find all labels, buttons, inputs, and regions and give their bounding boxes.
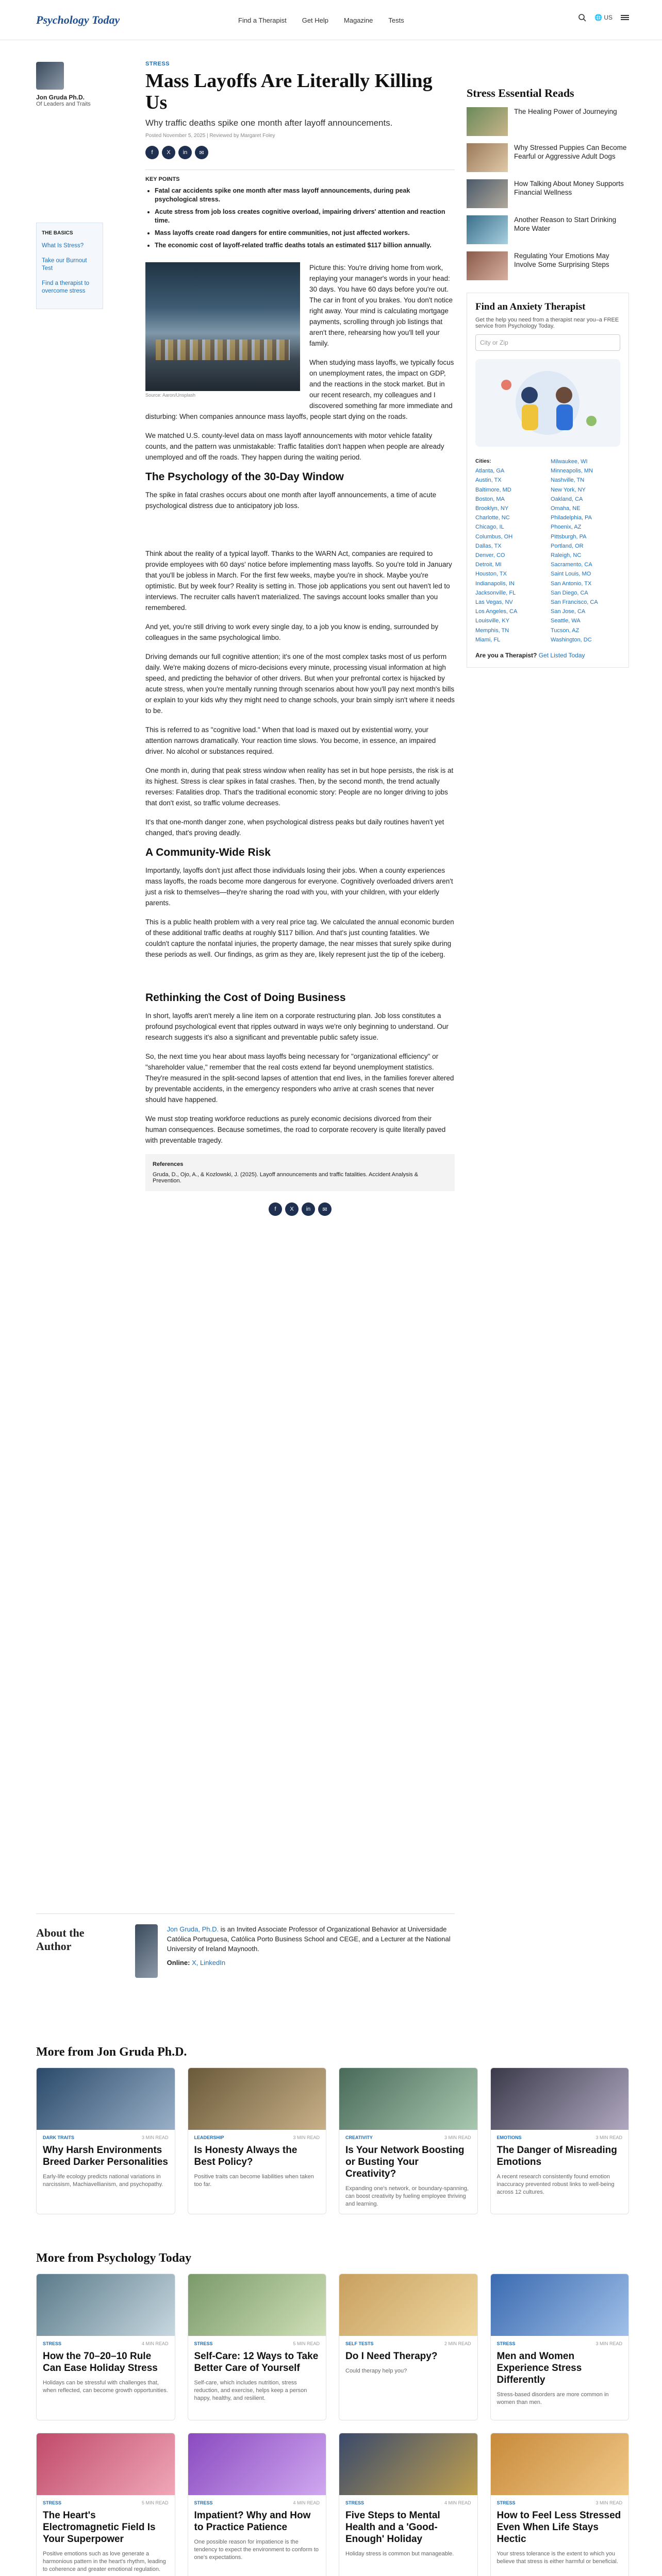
city-link[interactable]: Saint Louis, MO [551, 571, 591, 578]
card-tag[interactable]: STRESS [194, 2341, 213, 2346]
card-tag[interactable]: STRESS [43, 2341, 62, 2346]
card-tag[interactable]: STRESS [43, 2500, 62, 2505]
card-desc: Expanding one's network, or boundary-spanning, can boost creativity by fueling employee thriving and learning. [345, 2185, 469, 2207]
thumbnail [467, 179, 508, 208]
more-author-title: More from Jon Gruda Ph.D. [36, 2045, 187, 2059]
essential-read-item[interactable] [467, 215, 629, 244]
card-desc: Your stress tolerance is the extent to which you believe that stress is either harmful or beneficial. [496, 2551, 618, 2565]
city-link[interactable]: Phoenix, AZ [551, 524, 582, 531]
article-card[interactable] [188, 2274, 327, 2420]
x-icon[interactable]: X [285, 1202, 299, 1216]
paragraph: This is a public health problem with a very real price tag. We calculated the annual economic burden of these additional traffic deaths at roughly $117 billion. And that's just counting fatalities. We couldn't capture the nonfatal injuries, the property damage, the near misses that surely spike during these periods as well. Our findings, as grim as they are, likely represent just the tip of the iceberg. [145, 918, 454, 958]
card-image [491, 2433, 629, 2495]
article-card[interactable] [188, 2067, 327, 2214]
therapist-cta [475, 652, 620, 659]
card-tag[interactable]: STRESS [496, 2500, 516, 2505]
card-row [36, 2274, 629, 2420]
city-link[interactable]: Louisville, KY [475, 618, 510, 624]
city-link[interactable]: Columbus, OH [475, 533, 513, 540]
card-desc: Could therapy help you? [345, 2368, 407, 2374]
finder-title: Find an Anxiety Therapist [475, 301, 586, 312]
city-link[interactable]: San Jose, CA [551, 608, 586, 615]
key-points-title: KEY POINTS [145, 176, 180, 182]
finder-illustration [475, 359, 620, 447]
section-heading: The Psychology of the 30-Day Window [145, 471, 344, 483]
city-link[interactable]: Nashville, TN [551, 477, 585, 484]
card-read-time: 4 MIN READ [141, 2341, 169, 2346]
about-author [36, 1913, 455, 1978]
nav-find-therapist[interactable]: Find a Therapist [238, 16, 287, 24]
references-title: References [153, 1161, 184, 1167]
card-desc: Holiday stress is common but manageable. [345, 2551, 454, 2557]
city-link[interactable]: Milwaukee, WI [551, 459, 588, 465]
traffic-photo [145, 262, 300, 391]
card-read-time: 5 MIN READ [141, 2500, 169, 2505]
essential-read-title: Why Stressed Puppies Can Become Fearful or Aggressive Adult Dogs [514, 144, 627, 160]
paragraph: We matched U.S. county-level data on mass layoff announcements with motor vehicle fatality counts, and the pattern was unmistakable: Traffic fatalities don't happen when people are already unemployed and off the roads. They happen during the waiting period. [145, 432, 444, 461]
about-text [167, 1924, 455, 1978]
paragraph: Importantly, layoffs don't just affect those individuals losing their jobs. When a county experiences mass layoffs, the roads become more dangerous for everyone. Cognitively overloaded drivers aren't just a risk to themselves—they're sharing the road with you, with your children, with your elderly parents. [145, 867, 453, 907]
about-name[interactable]: Jon Gruda, Ph.D. [167, 1925, 219, 1933]
city-link[interactable]: Boston, MA [475, 496, 505, 502]
ad-spacer [145, 968, 455, 989]
essential-read-title: Another Reason to Start Drinking More Water [514, 216, 617, 232]
paragraph: We must stop treating workforce reductions as purely economic decisions divorced from their human consequences. Because sometimes, the road to corporate recovery is quite literally paved with preventable tragedy. [145, 1115, 446, 1144]
key-point: • Acute stress from job loss creates cognitive overload, impairing drivers' attention and reaction time. [155, 208, 455, 225]
card-tag[interactable]: STRESS [194, 2500, 213, 2505]
thumbnail [467, 143, 508, 172]
city-link[interactable]: Jacksonville, FL [475, 589, 516, 596]
article-card[interactable] [36, 2274, 175, 2420]
city-link[interactable]: Tucson, AZ [551, 627, 580, 634]
nav-magazine[interactable]: Magazine [344, 16, 373, 24]
card-image [188, 2068, 326, 2130]
card-title[interactable]: The Danger of Misreading Emotions [496, 2145, 617, 2167]
facebook-icon[interactable]: f [269, 1202, 282, 1216]
card-tag[interactable]: DARK TRAITS [43, 2135, 74, 2140]
city-link[interactable]: Atlanta, GA [475, 468, 505, 474]
paragraph: And yet, you're still driving to work every single day, to a job you know is ending, surrounded by colleagues in the same psychological limbo. [145, 623, 439, 641]
figure-caption: Source: Aaron/Unsplash [145, 393, 196, 398]
facebook-icon[interactable]: f [145, 146, 159, 159]
card-read-time: 3 MIN READ [141, 2135, 169, 2140]
essential-read-item[interactable] [467, 143, 629, 172]
city-link[interactable]: Oakland, CA [551, 496, 583, 502]
zip-input[interactable]: City or Zip [475, 334, 620, 351]
article-card[interactable] [490, 2067, 630, 2214]
card-desc: Early-life ecology predicts national variations in narcissism, Machiavellianism, and psychopathy. [43, 2174, 163, 2188]
city-link[interactable]: Chicago, IL [475, 524, 504, 531]
card-image [188, 2274, 326, 2336]
city-link[interactable]: Washington, DC [551, 636, 592, 643]
article-card[interactable] [339, 2433, 478, 2576]
article-meta: Posted November 5, 2025 | Reviewed by Margaret Foley [145, 133, 275, 139]
card-image [491, 2274, 629, 2336]
basics-link[interactable]: What Is Stress? [42, 243, 84, 249]
online-links[interactable]: X, LinkedIn [192, 1959, 226, 1967]
online-label: Online: [167, 1959, 190, 1967]
key-point: • The economic cost of layoff-related traffic deaths totals an estimated $117 billion annually. [155, 241, 455, 250]
paragraph: It's that one-month danger zone, when psychological distress peaks but daily routines haven't yet changed, that's proving deadly. [145, 818, 444, 837]
card-desc: A recent research consistently found emotion inaccuracy prevented robust links to well-being across 12 cultures. [496, 2174, 615, 2195]
ad-spacer [145, 519, 455, 548]
paragraph: When studying mass layoffs, we typically focus on unemployment rates, the impact on GDP, and the reactions in the stock market. But in our recent research, my colleagues and I discovered something far more immediate and disturbing: When companies announce mass layoffs, people start dying on the roads. [145, 359, 454, 420]
basics-link[interactable]: Take our Burnout Test [42, 258, 87, 272]
paragraph: One month in, during that peak stress window when reality has set in but hope persists, the risk is at its highest. Stress is clear spikes in fatal crashes. Then, by the second month, the trend actually reverses: Fatalities drop. That's the traditional economic story: People are no longer driving to jobs that don't exist, so traffic volume decreases. [145, 767, 454, 807]
card-read-time: 2 MIN READ [444, 2341, 471, 2346]
city-link[interactable]: New York, NY [551, 486, 586, 493]
finder-desc: Get the help you need from a therapist near you–a FREE service from Psychology Today. [475, 317, 619, 329]
article-card[interactable] [188, 2433, 327, 2576]
city-link[interactable]: Los Angeles, CA [475, 608, 518, 615]
essential-read-title: The Healing Power of Journeying [514, 108, 617, 115]
card-read-time: 4 MIN READ [293, 2500, 320, 2505]
nav-tests[interactable]: Tests [388, 16, 404, 24]
cities-title: Cities: [475, 459, 491, 464]
key-point: • Fatal car accidents spike one month after mass layoff announcements, during peak psychological stress. [155, 187, 455, 204]
right-rail [467, 87, 629, 668]
city-link[interactable]: Seattle, WA [551, 618, 581, 624]
search-icon[interactable] [578, 13, 586, 22]
article-card[interactable] [36, 2433, 175, 2576]
menu-icon[interactable] [621, 13, 629, 22]
card-title[interactable]: Why Harsh Environments Breed Darker Personalities [43, 2145, 168, 2167]
card-desc: Positive emotions such as love generate a harmonious pattern in the heart's rhythm, leading to coherence and greater emotional regulation. [43, 2551, 166, 2572]
card-desc: One possible reason for impatience is the tendency to expect the environment to conform to one's expectations. [194, 2539, 319, 2561]
essential-read-item[interactable] [467, 107, 629, 136]
essential-read-item[interactable] [467, 179, 629, 208]
paragraph: Picture this: You're driving home from work, replaying your manager's words in your head: 30 days. You have 60 days before you're out. The car in front of you brakes. You don't notice right away. Your mind is calculating mortgage payments, scrolling through job listings that aren't there, rehearsing how you'll tell your family. [309, 264, 453, 347]
card-desc: Stress-based disorders are more common in women than men. [496, 2392, 609, 2405]
article-card[interactable] [490, 2433, 630, 2576]
reference-text: Gruda, D., Ojo, A., & Kozlowski, J. (2025). Layoff announcements and traffic fatalities. Accident Analysis & Prevention. [153, 1172, 419, 1184]
key-point: • Mass layoffs create road dangers for entire communities, not just affected workers. [155, 229, 455, 238]
card-read-time: 3 MIN READ [595, 2135, 622, 2140]
card-image [37, 2433, 175, 2495]
card-row [36, 2067, 629, 2214]
essential-read-item[interactable] [467, 251, 629, 280]
paragraph: In short, layoffs aren't merely a line item on a corporate restructuring plan. Job loss constitutes a profound psychological event that ripples outward in ways we're only beginning to understand. Our research suggests it's also a significant and preventable public safety issue. [145, 1012, 449, 1041]
card-title[interactable]: Is Honesty Always the Best Policy? [194, 2145, 297, 2167]
get-listed-link[interactable]: Get Listed Today [538, 652, 585, 659]
card-tag[interactable]: LEADERSHIP [194, 2135, 224, 2140]
card-desc: Self-care, which includes nutrition, stress reduction, and exercise, helps keep a person happy, healthy, and resilient. [194, 2380, 307, 2401]
email-icon[interactable]: ✉ [318, 1202, 332, 1216]
paragraph: This is referred to as "cognitive load." When that load is maxed out by existential worry, your attention narrows dramatically. Your reaction time slows. You become, in essence, an impaired driver. No alcohol or substances required. [145, 726, 436, 755]
city-link[interactable]: Omaha, NE [551, 505, 581, 512]
article-subtitle: Why traffic deaths spike one month after layoff announcements. [145, 118, 393, 128]
card-tag[interactable]: CREATIVITY [345, 2135, 373, 2140]
card-read-time: 4 MIN READ [444, 2500, 471, 2505]
essential-reads-title: Stress Essential Reads [467, 87, 574, 99]
city-link[interactable]: Pittsburgh, PA [551, 533, 587, 540]
email-icon[interactable]: ✉ [195, 146, 208, 159]
linkedin-icon[interactable]: in [178, 146, 192, 159]
essential-read-title: Regulating Your Emotions May Involve Some Surprising Steps [514, 252, 609, 268]
card-image [491, 2068, 629, 2130]
more-from-pt [36, 2251, 629, 2576]
x-icon[interactable]: X [162, 146, 175, 159]
card-read-time: 3 MIN READ [595, 2341, 622, 2346]
city-link[interactable]: Dallas, TX [475, 543, 502, 549]
key-points [145, 170, 455, 250]
city-link[interactable]: Las Vegas, NV [475, 599, 513, 606]
paragraph: The spike in fatal crashes occurs about one month after layoff announcements, a time of acute psychological distress due to anticipatory job loss. [145, 491, 437, 510]
city-link[interactable]: Charlotte, NC [475, 515, 510, 521]
card-tag[interactable]: STRESS [496, 2341, 516, 2346]
main-nav [238, 0, 404, 40]
article-card[interactable] [490, 2274, 630, 2420]
thumbnail [467, 107, 508, 136]
card-tag[interactable]: EMOTIONS [496, 2135, 522, 2140]
about-avatar[interactable] [135, 1924, 158, 1978]
city-link[interactable]: San Diego, CA [551, 589, 588, 596]
card-tag[interactable]: SELF TESTS [345, 2341, 374, 2346]
linkedin-icon[interactable]: in [302, 1202, 315, 1216]
city-link[interactable]: San Francisco, CA [551, 599, 598, 606]
card-title[interactable]: How to Feel Less Stressed Even When Life Stays Hectic [496, 2510, 621, 2545]
article-card[interactable] [339, 2067, 478, 2214]
card-desc: Holidays can be stressful with challenges that, when reflected, can become growth opportunities. [43, 2380, 168, 2394]
card-title[interactable]: The Heart's Electromagnetic Field Is Your Superpower [43, 2510, 156, 2545]
card-title[interactable]: Impatient? Why and How to Practice Patience [194, 2510, 311, 2533]
city-link[interactable]: Detroit, MI [475, 562, 502, 568]
references [145, 1154, 455, 1191]
city-link[interactable]: Indianapolis, IN [475, 580, 515, 587]
card-title[interactable]: Do I Need Therapy? [345, 2351, 438, 2362]
city-link[interactable]: Houston, TX [475, 571, 507, 578]
city-link[interactable]: Raleigh, NC [551, 552, 582, 559]
paragraph: Driving demands our full cognitive attention; it's one of the most complex tasks most of us perform daily. We're making dozens of micro-decisions every minute, processing visual information at high speed, and predicting the behavior of other drivers. But when your prefrontal cortex is hijacked by acute stress, when you're mentally running through scenarios about how you'll pay next month's bills or explain to your kids why they might need to change schools, your brain simply isn't where it needs to be. [145, 653, 455, 715]
card-row [36, 2433, 629, 2576]
card-read-time: 3 MIN READ [444, 2135, 471, 2140]
card-title[interactable]: How the 70–20–10 Rule Can Ease Holiday Stress [43, 2351, 158, 2374]
article-card[interactable] [36, 2067, 175, 2214]
card-title[interactable]: Self-Care: 12 Ways to Take Better Care of Yourself [194, 2351, 319, 2374]
card-image [339, 2433, 477, 2495]
city-link[interactable]: Sacramento, CA [551, 562, 592, 568]
thumbnail [467, 215, 508, 244]
card-title[interactable]: Men and Women Experience Stress Differently [496, 2351, 582, 2385]
card-image [339, 2068, 477, 2130]
card-image [339, 2274, 477, 2336]
about-title: About the Author [36, 1926, 85, 1953]
city-link[interactable]: Philadelphia, PA [551, 515, 592, 521]
share-bar-bottom [145, 1202, 455, 1216]
card-image [37, 2274, 175, 2336]
more-from-author [36, 2045, 629, 2214]
section-heading: A Community-Wide Risk [145, 846, 271, 858]
article [145, 61, 455, 1226]
city-links [475, 457, 620, 645]
city-link[interactable]: Baltimore, MD [475, 486, 511, 493]
card-title[interactable]: Is Your Network Boosting or Busting Your Creativity? [345, 2145, 465, 2179]
card-title[interactable]: Five Steps to Mental Health and a 'Good-Enough' Holiday [345, 2510, 440, 2545]
nav-get-help[interactable]: Get Help [302, 16, 329, 24]
card-desc: Positive traits can become liabilities when taken too far. [194, 2174, 314, 2188]
basics-box [36, 223, 103, 309]
city-link[interactable]: Portland, OR [551, 543, 584, 549]
city-link[interactable]: Brooklyn, NY [475, 505, 509, 512]
therapist-finder [467, 293, 629, 668]
card-image [37, 2068, 175, 2130]
article-title: Mass Layoffs Are Literally Killing Us [145, 70, 433, 113]
article-figure [145, 262, 300, 397]
more-pt-title: More from Psychology Today [36, 2251, 192, 2265]
article-category[interactable]: STRESS [145, 61, 170, 67]
site-header [0, 0, 662, 40]
card-read-time: 3 MIN READ [293, 2135, 320, 2140]
author-avatar[interactable] [36, 62, 64, 90]
region-selector[interactable]: 🌐 US [594, 14, 613, 21]
paragraph: Think about the reality of a typical layoff. Thanks to the WARN Act, companies are required to provide employees with 60 days' notice before implementing mass layoffs. So you're told in January that you'll be jobless in March. For the first few weeks, maybe you're in shock. Maybe you're optimistic. But by week four? Reality is setting in. Those job applications you sent out haven't led to interviews. The recruiter calls haven't materialized. The savings account looks smaller than you remembered. [145, 550, 452, 612]
city-list [475, 457, 620, 645]
basics-link[interactable]: Find a therapist to overcome stress [42, 280, 90, 294]
are-you-therapist: Are you a Therapist? [475, 652, 537, 659]
city-link[interactable]: San Antonio, TX [551, 580, 592, 587]
city-link[interactable]: Memphis, TN [475, 627, 509, 634]
article-card[interactable] [339, 2274, 478, 2420]
card-read-time: 5 MIN READ [293, 2341, 320, 2346]
city-link[interactable]: Austin, TX [475, 477, 502, 484]
card-image [188, 2433, 326, 2495]
region-label: US [604, 14, 613, 21]
city-link[interactable]: Miami, FL [475, 636, 501, 643]
card-read-time: 3 MIN READ [595, 2500, 622, 2505]
about-bio: is an Invited Associate Professor of Organizational Behavior at Universidade Católica Portuguesa, Católica Porto Business School and CEGE, and a Lecturer at the National University of Ireland Maynooth. [167, 1925, 451, 1953]
people-illustration [475, 359, 621, 447]
section-heading: Rethinking the Cost of Doing Business [145, 992, 346, 1004]
site-logo[interactable]: Psychology Today [36, 13, 120, 26]
author-blog[interactable]: Of Leaders and Traits [36, 101, 91, 107]
author-name[interactable]: Jon Gruda Ph.D. [36, 94, 85, 101]
essential-read-title: How Talking About Money Supports Financial Wellness [514, 180, 624, 196]
thumbnail [467, 251, 508, 280]
basics-title: THE BASICS [42, 230, 73, 236]
paragraph: So, the next time you hear about mass layoffs being necessary for "organizational efficiency" or "shareholder value," remember that the real costs extend far beyond unemployment statistics. They're measured in the split-second lapses of attention that end lives, in the families forever altered by preventable accidents, in the emergency responders who arrive at crash scenes that never should have happened. [145, 1053, 454, 1104]
share-bar [145, 146, 455, 159]
city-link[interactable]: Minneapolis, MN [551, 468, 593, 474]
city-link[interactable]: Denver, CO [475, 552, 505, 559]
card-tag[interactable]: STRESS [345, 2500, 365, 2505]
author-sidebar [36, 62, 103, 107]
